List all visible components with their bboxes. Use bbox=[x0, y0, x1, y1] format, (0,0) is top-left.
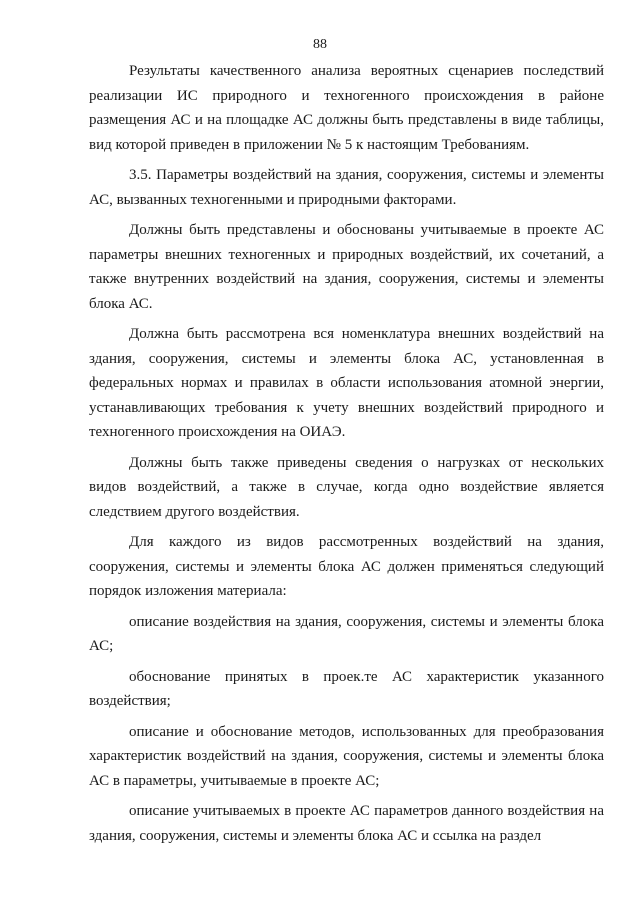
list-item-parameters: описание учитываемых в проекте АС параметров данного воздействия на здания, сооружения, системы и элементы блока АС и ссылка на раздел bbox=[89, 803, 604, 844]
page-number: 88 bbox=[313, 37, 327, 52]
paragraph-parameters: Должны быть представлены и обоснованы учитываемые в проекте АС параметры внешних техногенных и природных воздействий, их сочетаний, а также внутренних воздействий на здания, сооружения, системы и элементы блока АС. bbox=[89, 222, 604, 312]
paragraph-section-heading: 3.5. Параметры воздействий на здания, сооружения, системы и элементы АС, вызванных техногенными и природными факторами. bbox=[89, 167, 604, 208]
document-body bbox=[89, 59, 604, 848]
paragraph-loads: Должны быть также приведены сведения о нагрузках от нескольких видов воздействий, а также в случае, когда одно воздействие является следствием другого воздействия. bbox=[89, 454, 604, 520]
paragraph-order: Для каждого из видов рассмотренных воздействий на здания, сооружения, системы и элементы блока АС должен применяться следующий порядок изложения материала: bbox=[89, 534, 604, 599]
list-item-methods: описание и обоснование методов, использованных для преобразования характеристик воздействий на здания, сооружения, системы и элементы блока АС в параметры, учитываемые в проекте АС; bbox=[89, 723, 604, 789]
list-item-justification: обоснование принятых в проек.те АС характеристик указанного воздействия; bbox=[89, 668, 604, 709]
paragraph-results: Результаты качественного анализа вероятных сценариев последствий реализации ИС природного и техногенного происхождения в районе размещения АС и на площадке АС должны быть представлены в виде таблицы, вид которой приведен в приложении № 5 к настоящим Требованиям. bbox=[89, 63, 604, 153]
paragraph-nomenclature: Должна быть рассмотрена вся номенклатура внешних воздействий на здания, сооружения, системы и элементы блока АС, установленная в федеральных нормах и правилах в области использования атомной энергии, устанавливающих требования к учету внешних воздействий природного и техногенного происхождения на ОИАЭ. bbox=[89, 326, 604, 440]
list-item-description: описание воздействия на здания, сооружения, системы и элементы блока АС; bbox=[89, 613, 604, 654]
